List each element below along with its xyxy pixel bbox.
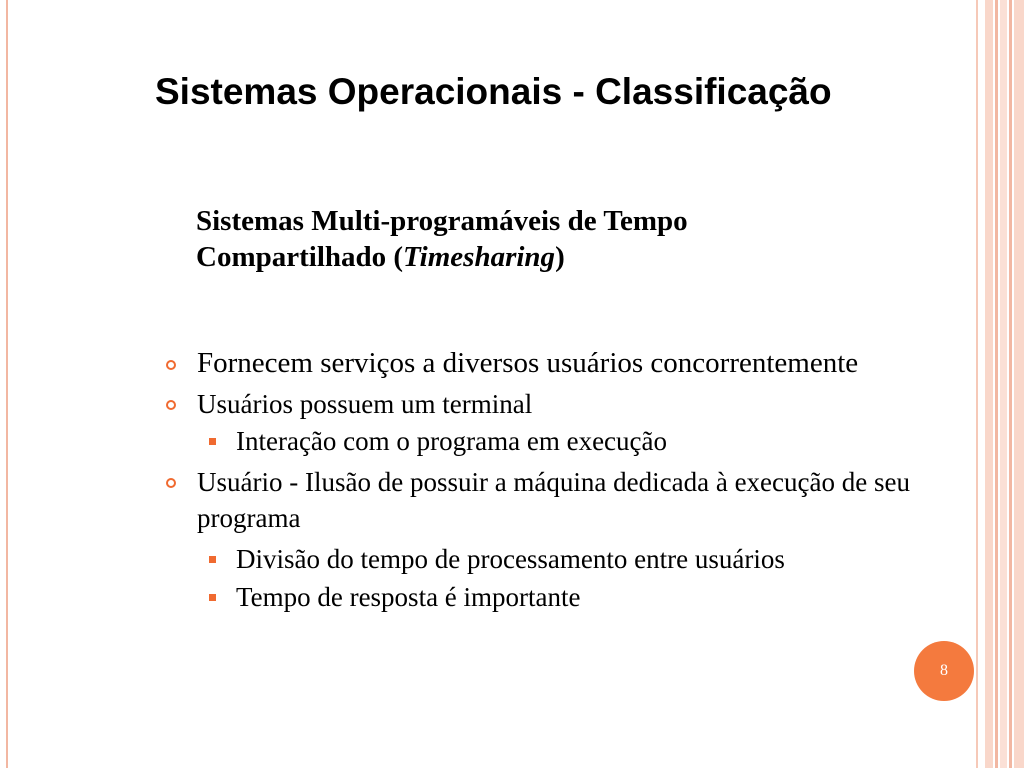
hollow-circle-bullet-icon <box>166 400 176 410</box>
hollow-circle-bullet-icon <box>166 360 176 370</box>
list-item <box>163 345 973 382</box>
sub-list-item <box>163 540 973 578</box>
slide-title: Sistemas Operacionais - Classificação <box>155 71 832 112</box>
page-number: 8 <box>940 662 948 679</box>
subtitle-line2-prefix: Compartilhado ( <box>196 241 404 273</box>
sub-list-item <box>163 422 973 460</box>
square-bullet-icon <box>209 594 216 601</box>
left-border-line <box>6 0 8 768</box>
right-border-stripe <box>995 0 998 768</box>
subtitle-suffix: ) <box>555 241 565 273</box>
hollow-circle-bullet-icon <box>166 478 176 488</box>
right-border-stripe <box>1009 0 1012 768</box>
sub-list-item-text: Tempo de resposta é importante <box>236 582 581 612</box>
right-border-stripe <box>1000 0 1007 768</box>
sub-list-item-text: Interação com o programa em execução <box>236 426 668 456</box>
sub-list-item-text: Divisão do tempo de processamento entre usuários <box>236 544 785 574</box>
page-number-badge <box>914 641 974 701</box>
subtitle-italic-term: Timesharing <box>403 241 556 273</box>
subtitle-line1: Sistemas Multi-programáveis de Tempo <box>196 205 688 237</box>
bullet-list <box>163 345 973 616</box>
square-bullet-icon <box>209 556 216 563</box>
list-item <box>163 386 973 422</box>
square-bullet-icon <box>209 438 216 445</box>
list-item-text: Usuário - Ilusão de possuir a máquina dedicada à execução de seu programa <box>197 467 910 533</box>
list-item-text: Usuários possuem um terminal <box>197 389 533 419</box>
sub-list-item <box>163 578 973 616</box>
list-item-text: Fornecem serviços a diversos usuários concorrentemente <box>197 347 859 379</box>
slide-subtitle <box>196 203 936 275</box>
list-item <box>163 464 973 536</box>
right-border-stripe <box>1014 0 1024 768</box>
right-border-stripe <box>976 0 978 768</box>
right-border-stripe <box>985 0 993 768</box>
